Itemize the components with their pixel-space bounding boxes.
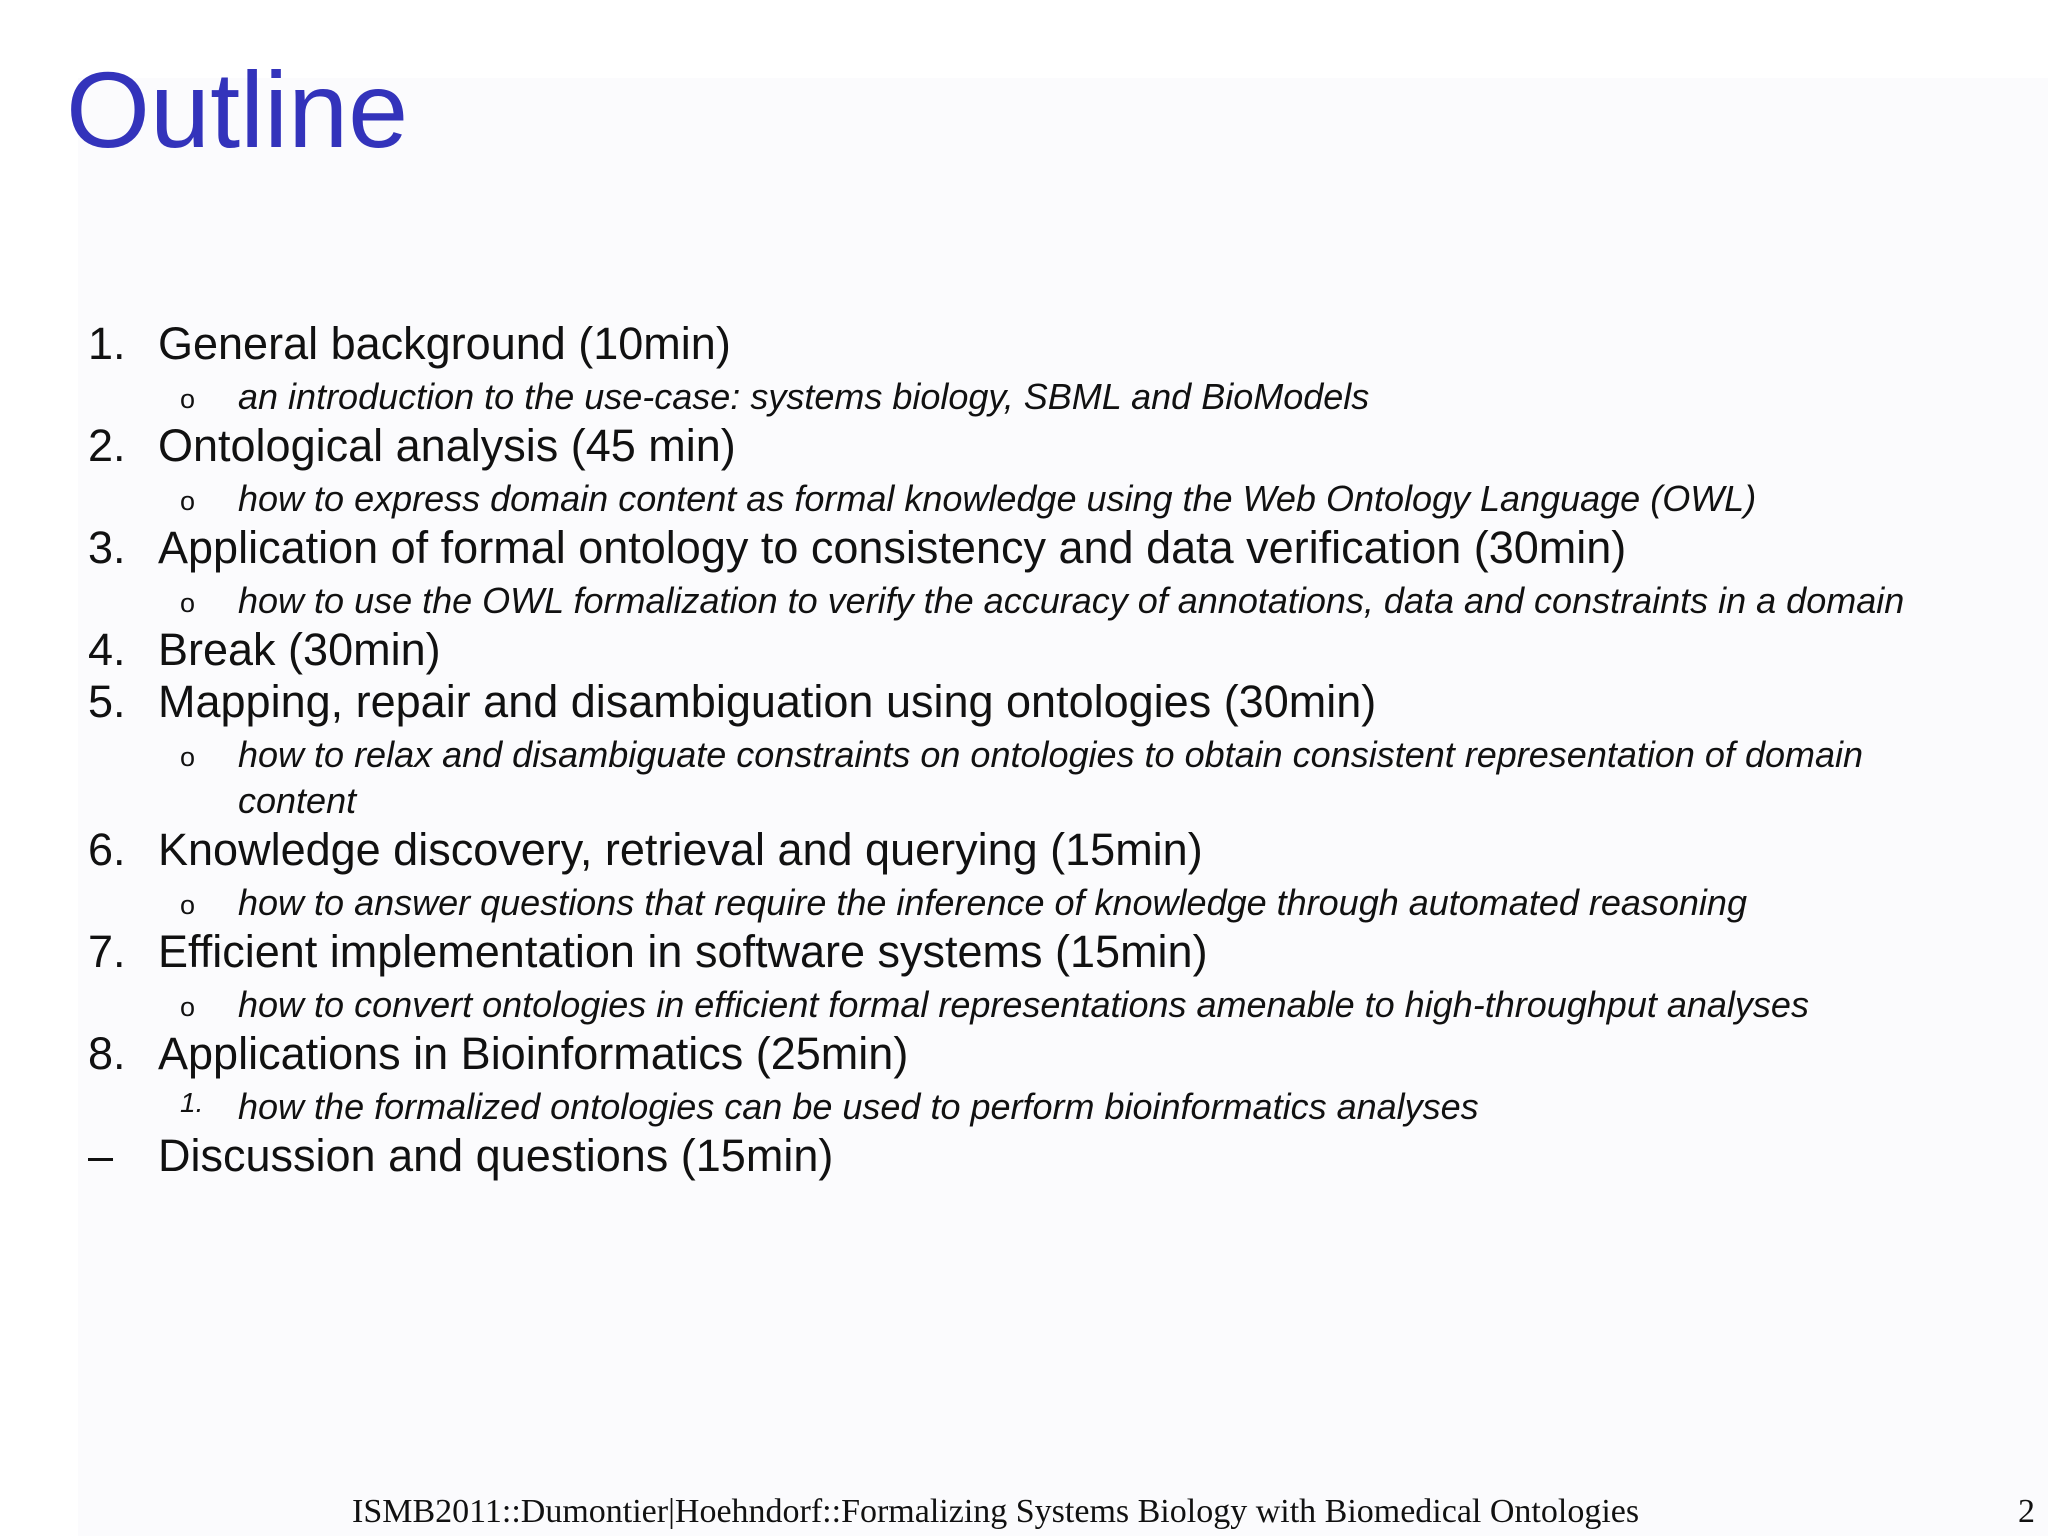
item-title: Efficient implementation in software systems (15min) (158, 926, 1208, 977)
outline-item (0, 318, 2048, 370)
item-number: 8. (88, 1028, 126, 1079)
subitem-text: how to use the OWL formalization to verify the accuracy of annotations, data and constraints in a domain (238, 580, 1905, 621)
subitem-text: how the formalized ontologies can be used to perform bioinformatics analyses (238, 1086, 1479, 1127)
subitem-text: how to convert ontologies in efficient formal representations amenable to high-throughput analyses (238, 984, 1809, 1025)
page-number: 2 (2018, 1493, 2035, 1530)
outline-item (0, 522, 2048, 574)
subitem-text: how to express domain content as formal knowledge using the Web Ontology Language (OWL) (238, 478, 1757, 519)
circle-bullet-icon: o (180, 588, 196, 618)
outline-subitem (0, 1080, 2048, 1130)
outline-item (0, 420, 2048, 472)
circle-bullet-icon: o (180, 992, 196, 1022)
circle-bullet-icon: o (180, 486, 196, 516)
outline-item (0, 926, 2048, 978)
item-number: 5. (88, 676, 126, 727)
circle-bullet-icon: o (180, 742, 196, 772)
item-number: 3. (88, 522, 126, 573)
item-title: Knowledge discovery, retrieval and querying (15min) (158, 824, 1203, 875)
item-title: Application of formal ontology to consistency and data verification (30min) (158, 522, 1627, 573)
item-number: 1. (88, 318, 126, 369)
item-number: 7. (88, 926, 126, 977)
outline-item (0, 676, 2048, 728)
item-title: Mapping, repair and disambiguation using ontologies (30min) (158, 676, 1377, 727)
outline-subitem (0, 978, 2048, 1028)
outline-list (0, 318, 2048, 1182)
item-number: 6. (88, 824, 126, 875)
outline-subitem (0, 728, 2048, 824)
item-title: Applications in Bioinformatics (25min) (158, 1028, 909, 1079)
circle-bullet-icon: o (180, 384, 196, 414)
item-title: Break (30min) (158, 624, 441, 675)
outline-item (0, 1028, 2048, 1080)
subitem-text: an introduction to the use-case: systems biology, SBML and BioModels (238, 376, 1370, 417)
outline-subitem (0, 574, 2048, 624)
item-title: Discussion and questions (15min) (158, 1130, 834, 1181)
outline-subitem (0, 876, 2048, 926)
item-number: 2. (88, 420, 126, 471)
subitem-text: how to relax and disambiguate constraints on ontologies to obtain consistent representation of domain content (238, 734, 1864, 821)
slide-title: Outline (66, 49, 409, 170)
outline-subitem (0, 472, 2048, 522)
slide-footer: ISMB2011::Dumontier|Hoehndorf::Formalizing Systems Biology with Biomedical Ontologies (352, 1493, 1640, 1530)
outline-item (0, 1130, 2048, 1182)
item-title: General background (10min) (158, 318, 731, 369)
outline-subitem (0, 370, 2048, 420)
dash-bullet-icon: – (88, 1130, 114, 1181)
outline-item (0, 624, 2048, 676)
item-number: 4. (88, 624, 126, 675)
outline-item (0, 824, 2048, 876)
item-title: Ontological analysis (45 min) (158, 420, 736, 471)
subitem-number: 1. (180, 1087, 204, 1118)
subitem-text: how to answer questions that require the inference of knowledge through automated reasoning (238, 882, 1747, 923)
circle-bullet-icon: o (180, 890, 196, 920)
